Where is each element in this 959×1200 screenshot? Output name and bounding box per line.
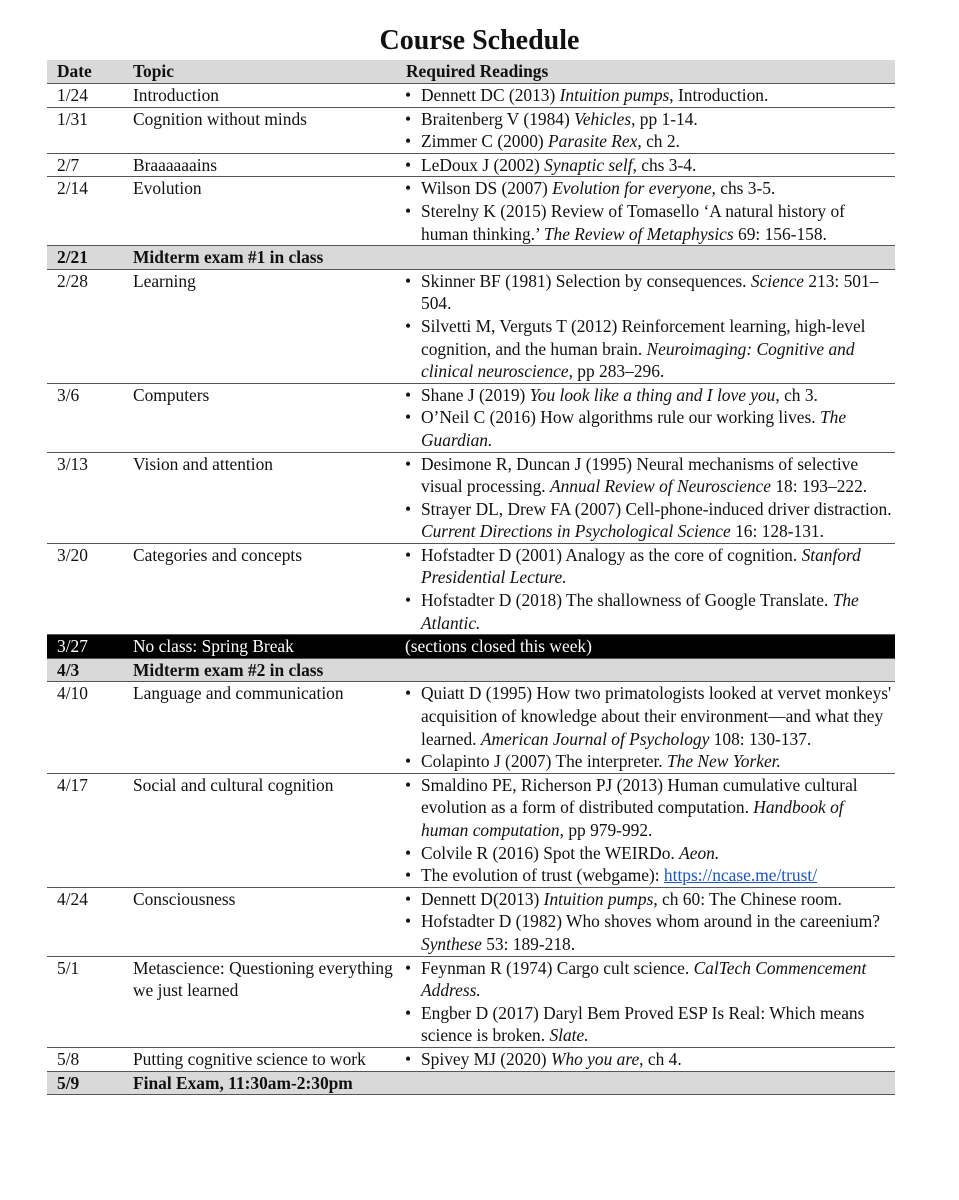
row-readings <box>397 269 895 383</box>
reading-text: , pp 979-992. <box>559 820 653 840</box>
reading-source: Intuition pumps <box>543 888 654 909</box>
row-date: 3/13 <box>47 452 133 543</box>
reading-item <box>397 315 895 383</box>
reading-text: Desimone R, Duncan J (1995) Neural mechanisms of selective visual processing. <box>421 453 859 497</box>
reading-text: LeDoux J (2002) <box>421 154 545 175</box>
reading-text: Quiatt D (1995) How two primatologists looked at vervet monkeys' acquisition of knowledge about their environment—and what they learned. <box>421 683 892 749</box>
table-row <box>47 452 895 543</box>
table-row <box>47 956 895 1047</box>
reading-source: Vehicles <box>574 108 632 129</box>
reading-text: Colapinto J (2007) The interpreter. <box>421 751 667 772</box>
reading-item <box>397 888 895 911</box>
table-header-row <box>47 60 895 84</box>
reading-list <box>397 384 895 452</box>
reading-list <box>397 154 895 177</box>
reading-list <box>397 177 895 245</box>
reading-source: American Journal of Psychology <box>480 728 710 749</box>
reading-text: Braitenberg V (1984) <box>421 108 575 129</box>
reading-text: , ch 60: The Chinese room. <box>653 888 842 909</box>
reading-item <box>397 177 895 200</box>
reading-item <box>397 842 895 865</box>
reading-item <box>397 910 895 955</box>
reading-source: Neuroimaging: Cognitive and clinical neuroscience <box>421 338 855 382</box>
row-readings <box>397 887 895 956</box>
reading-list <box>397 957 895 1047</box>
row-topic: Cognition without minds <box>133 107 397 153</box>
reading-source: The Guardian. <box>421 407 847 450</box>
row-topic: Social and cultural cognition <box>133 773 397 887</box>
reading-source: The Review of Metaphysics <box>543 223 734 244</box>
row-topic: Consciousness <box>133 887 397 956</box>
reading-item <box>397 406 895 451</box>
reading-item <box>397 774 895 842</box>
reading-text: , chs 3-4. <box>632 154 697 175</box>
reading-text: O’Neil C (2016) How algorithms rule our working lives. <box>421 407 820 428</box>
reading-text: Strayer DL, Drew FA (2007) Cell-phone-induced driver distraction. <box>421 498 892 519</box>
reading-text: Wilson DS (2007) <box>421 178 553 199</box>
row-topic: Final Exam, 11:30am-2:30pm <box>133 1071 397 1095</box>
reading-item <box>397 498 895 543</box>
reading-text: Silvetti M, Verguts T (2012) Reinforcement learning, high-level cognition, and the human brain. <box>421 315 866 359</box>
reading-list <box>397 270 895 383</box>
reading-text: 108: 130-137. <box>709 728 812 749</box>
reading-item <box>397 864 895 887</box>
row-readings <box>397 682 895 773</box>
row-topic: No class: Spring Break <box>133 635 397 659</box>
reading-list <box>397 888 895 956</box>
row-readings <box>397 246 895 270</box>
reading-item <box>397 544 895 589</box>
reading-text: Dennett D(2013) <box>421 888 544 909</box>
row-date: 4/17 <box>47 773 133 887</box>
reading-item <box>397 589 895 634</box>
row-date: 2/21 <box>47 246 133 270</box>
reading-list <box>397 544 895 634</box>
reading-source: CalTech Commencement Address. <box>421 957 867 1001</box>
row-date: 2/14 <box>47 177 133 246</box>
reading-item <box>397 154 895 177</box>
row-date: 5/9 <box>47 1071 133 1095</box>
row-topic: Braaaaaains <box>133 153 397 177</box>
reading-item <box>397 750 895 773</box>
table-row <box>47 383 895 452</box>
row-readings <box>397 177 895 246</box>
table-row <box>47 177 895 246</box>
row-date: 4/10 <box>47 682 133 773</box>
reading-item <box>397 270 895 315</box>
row-readings <box>397 543 895 634</box>
table-row <box>47 84 895 108</box>
row-readings <box>397 452 895 543</box>
reading-text: 53: 189-218. <box>481 933 576 954</box>
reading-item <box>397 957 895 1002</box>
row-date: 4/24 <box>47 887 133 956</box>
row-readings <box>397 658 895 682</box>
row-topic: Evolution <box>133 177 397 246</box>
reading-text: 16: 128-131. <box>730 521 824 542</box>
reading-item <box>397 84 895 107</box>
reading-text: Spivey MJ (2020) <box>421 1048 551 1069</box>
reading-text: Engber D (2017) Daryl Bem Proved ESP Is Real: Which means science is broken. <box>421 1002 865 1046</box>
table-row <box>47 887 895 956</box>
reading-text: , ch 2. <box>637 131 680 152</box>
reading-source: Handbook of human computation <box>421 797 844 840</box>
table-row <box>47 269 895 383</box>
reading-item <box>397 1002 895 1047</box>
exam-row <box>47 658 895 682</box>
reading-text: , pp 1-14. <box>631 108 698 129</box>
reading-text: Hofstadter D (1982) Who shoves whom around in the careenium? <box>421 911 880 932</box>
page-title: Course Schedule <box>379 25 580 56</box>
row-topic: Learning <box>133 269 397 383</box>
schedule-body <box>47 84 895 1095</box>
reading-list <box>397 1048 895 1071</box>
row-topic: Putting cognitive science to work <box>133 1047 397 1071</box>
header-topic: Topic <box>133 60 397 84</box>
row-date: 1/31 <box>47 107 133 153</box>
reading-item <box>397 682 895 750</box>
row-readings <box>397 84 895 108</box>
reading-source: You look like a thing and I love you <box>529 384 776 405</box>
reading-text: Zimmer C (2000) <box>421 131 549 152</box>
row-readings <box>397 1047 895 1071</box>
row-readings <box>397 107 895 153</box>
row-date: 2/28 <box>47 269 133 383</box>
row-date: 3/20 <box>47 543 133 634</box>
table-row <box>47 682 895 773</box>
row-readings <box>397 383 895 452</box>
row-readings <box>397 153 895 177</box>
row-readings <box>397 773 895 887</box>
reading-text: Colvile R (2016) Spot the WEIRDo. <box>421 842 680 863</box>
row-date: 1/24 <box>47 84 133 108</box>
reading-text: 18: 193–222. <box>771 476 868 497</box>
reading-link[interactable]: https://ncase.me/trust/ <box>663 865 818 886</box>
reading-text: Hofstadter D (2001) Analogy as the core of cognition. <box>421 544 802 565</box>
reading-text: Skinner BF (1981) Selection by consequences. <box>421 270 751 291</box>
exam-row <box>47 1071 895 1095</box>
row-readings <box>397 1071 895 1095</box>
reading-source: Current Directions in Psychological Science <box>421 521 731 542</box>
table-row <box>47 1047 895 1071</box>
reading-list <box>397 108 895 153</box>
reading-text: Feynman R (1974) Cargo cult science. <box>421 957 694 978</box>
reading-text: Smaldino PE, Richerson PJ (2013) Human cumulative cultural evolution as a form of distributed computation. <box>421 774 858 818</box>
reading-source: Parasite Rex <box>548 131 638 152</box>
reading-list <box>397 682 895 772</box>
reading-source: The New Yorker. <box>667 751 781 772</box>
reading-source: Stanford Presidential Lecture. <box>421 544 861 588</box>
reading-text: Sterelny K (2015) Review of Tomasello ‘A natural history of human thinking.’ <box>421 200 845 244</box>
row-topic: Midterm exam #1 in class <box>133 246 397 270</box>
row-date: 3/27 <box>47 635 133 659</box>
table-row <box>47 107 895 153</box>
reading-text: 213: 501–504. <box>421 270 879 314</box>
schedule-table <box>47 60 895 1095</box>
reading-item <box>397 108 895 131</box>
reading-text: , pp 283–296. <box>568 361 665 382</box>
reading-source: Synthese <box>421 933 482 954</box>
table-row <box>47 153 895 177</box>
reading-source: Aeon. <box>679 842 720 863</box>
reading-item <box>397 1048 895 1071</box>
reading-source: Synaptic self <box>544 154 633 175</box>
table-row <box>47 773 895 887</box>
reading-text: , ch 4. <box>639 1048 682 1069</box>
row-topic: Categories and concepts <box>133 543 397 634</box>
reading-text: 69: 156-158. <box>733 223 827 244</box>
reading-text: , ch 3. <box>775 384 818 405</box>
reading-source: Annual Review of Neuroscience <box>549 476 771 497</box>
reading-source: Slate. <box>549 1025 589 1046</box>
reading-source: Who you are <box>550 1048 640 1069</box>
row-topic: Midterm exam #2 in class <box>133 658 397 682</box>
reading-list <box>397 84 895 107</box>
row-date: 4/3 <box>47 658 133 682</box>
table-row <box>47 543 895 634</box>
header-readings: Required Readings <box>397 60 895 84</box>
row-readings <box>397 956 895 1047</box>
row-date: 3/6 <box>47 383 133 452</box>
row-topic: Introduction <box>133 84 397 108</box>
reading-source: Evolution for everyone, <box>552 178 716 199</box>
break-row <box>47 635 895 659</box>
row-readings <box>397 635 895 659</box>
reading-source: Science <box>750 270 804 291</box>
reading-item <box>397 384 895 407</box>
row-topic: Vision and attention <box>133 452 397 543</box>
row-topic: Computers <box>133 383 397 452</box>
row-topic: Language and communication <box>133 682 397 773</box>
reading-item <box>397 453 895 498</box>
exam-row <box>47 246 895 270</box>
reading-text: , Introduction. <box>669 85 769 105</box>
header-date: Date <box>47 60 133 84</box>
reading-text: Dennett DC (2013) <box>421 85 560 105</box>
reading-text: Hofstadter D (2018) The shallowness of Google Translate. <box>421 590 833 611</box>
reading-text: chs 3-5. <box>715 178 776 199</box>
break-note: (sections closed this week) <box>405 636 592 657</box>
reading-text: The evolution of trust (webgame): <box>421 865 664 886</box>
reading-source: Intuition pumps <box>559 85 670 105</box>
reading-item <box>397 200 895 245</box>
reading-source: The Atlantic. <box>421 590 859 633</box>
row-date: 5/1 <box>47 956 133 1047</box>
row-topic: Metascience: Questioning everything we just learned <box>133 956 397 1047</box>
row-date: 2/7 <box>47 153 133 177</box>
reading-list <box>397 453 895 543</box>
reading-list <box>397 774 895 887</box>
reading-text: Shane J (2019) <box>421 384 530 405</box>
row-date: 5/8 <box>47 1047 133 1071</box>
reading-item <box>397 130 895 153</box>
